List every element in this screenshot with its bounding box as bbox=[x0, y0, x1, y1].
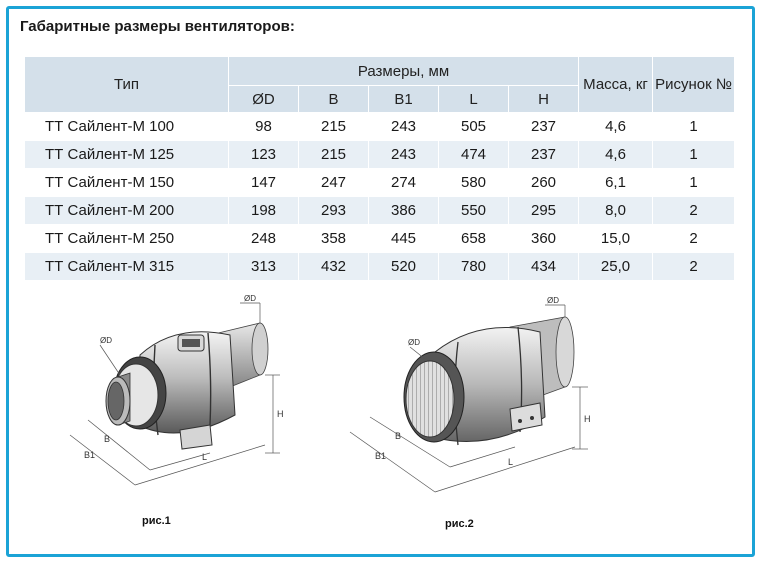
cell-h: 434 bbox=[509, 253, 579, 281]
cell-b1: 386 bbox=[369, 197, 439, 225]
cell-b1: 445 bbox=[369, 225, 439, 253]
cell-b: 215 bbox=[299, 141, 369, 169]
cell-b1: 274 bbox=[369, 169, 439, 197]
fig1-label-h: H bbox=[277, 409, 284, 419]
cell-h: 295 bbox=[509, 197, 579, 225]
cell-d: 98 bbox=[229, 113, 299, 141]
cell-type: ТТ Сайлент-М 125 bbox=[25, 141, 229, 169]
fig2-label-l: L bbox=[508, 457, 514, 467]
cell-b1: 520 bbox=[369, 253, 439, 281]
cell-type: ТТ Сайлент-М 250 bbox=[25, 225, 229, 253]
table-row bbox=[25, 141, 735, 169]
header-mass: Масса, кг bbox=[579, 57, 653, 113]
header-type: Тип bbox=[25, 57, 229, 113]
cell-figure: 2 bbox=[653, 225, 735, 253]
header-l: L bbox=[439, 86, 509, 113]
cell-figure: 2 bbox=[653, 197, 735, 225]
fig1-label-b1: B1 bbox=[84, 450, 96, 460]
table-row bbox=[25, 225, 735, 253]
table-row bbox=[25, 253, 735, 281]
table-row bbox=[25, 169, 735, 197]
cell-l: 550 bbox=[439, 197, 509, 225]
cell-l: 474 bbox=[439, 141, 509, 169]
cell-d: 248 bbox=[229, 225, 299, 253]
fig1-label-b: B bbox=[104, 434, 111, 444]
fig2-label-d-front: ØD bbox=[408, 338, 420, 347]
cell-figure: 2 bbox=[653, 253, 735, 281]
cell-b: 247 bbox=[299, 169, 369, 197]
header-d: ØD bbox=[229, 86, 299, 113]
header-b: B bbox=[299, 86, 369, 113]
cell-h: 237 bbox=[509, 113, 579, 141]
cell-l: 658 bbox=[439, 225, 509, 253]
figure-1-caption: рис.1 bbox=[142, 515, 171, 527]
cell-mass: 4,6 bbox=[579, 113, 653, 141]
cell-figure: 1 bbox=[653, 169, 735, 197]
table-row bbox=[25, 197, 735, 225]
table-row bbox=[25, 113, 735, 141]
header-b1: B1 bbox=[369, 86, 439, 113]
fig2-label-b: B bbox=[395, 431, 402, 441]
cell-d: 313 bbox=[229, 253, 299, 281]
fig1-label-l: L bbox=[202, 452, 208, 462]
cell-b1: 243 bbox=[369, 113, 439, 141]
fig1-label-d-rear: ØD bbox=[244, 295, 256, 303]
cell-d: 198 bbox=[229, 197, 299, 225]
cell-l: 780 bbox=[439, 253, 509, 281]
header-figure: Рисунок № bbox=[653, 57, 735, 113]
cell-mass: 8,0 bbox=[579, 197, 653, 225]
page-title: Габаритные размеры вентиляторов: bbox=[20, 18, 295, 35]
fig2-label-d-rear: ØD bbox=[547, 297, 559, 305]
cell-d: 123 bbox=[229, 141, 299, 169]
figure-2-fan-drawing bbox=[340, 297, 600, 522]
cell-b: 215 bbox=[299, 113, 369, 141]
cell-type: ТТ Сайлент-М 100 bbox=[25, 113, 229, 141]
cell-type: ТТ Сайлент-М 200 bbox=[25, 197, 229, 225]
cell-h: 260 bbox=[509, 169, 579, 197]
header-h: H bbox=[509, 86, 579, 113]
cell-mass: 15,0 bbox=[579, 225, 653, 253]
cell-d: 147 bbox=[229, 169, 299, 197]
fig2-label-h: H bbox=[584, 414, 591, 424]
cell-mass: 4,6 bbox=[579, 141, 653, 169]
header-sizes: Размеры, мм bbox=[229, 57, 579, 86]
cell-b: 358 bbox=[299, 225, 369, 253]
cell-type: ТТ Сайлент-М 150 bbox=[25, 169, 229, 197]
cell-figure: 1 bbox=[653, 141, 735, 169]
dimensions-table bbox=[24, 56, 735, 281]
fig1-label-d-front: ØD bbox=[100, 336, 112, 345]
cell-l: 505 bbox=[439, 113, 509, 141]
figure-2-caption: рис.2 bbox=[445, 518, 474, 530]
cell-mass: 6,1 bbox=[579, 169, 653, 197]
cell-figure: 1 bbox=[653, 113, 735, 141]
cell-type: ТТ Сайлент-М 315 bbox=[25, 253, 229, 281]
cell-h: 360 bbox=[509, 225, 579, 253]
cell-b: 293 bbox=[299, 197, 369, 225]
cell-l: 580 bbox=[439, 169, 509, 197]
cell-b1: 243 bbox=[369, 141, 439, 169]
cell-b: 432 bbox=[299, 253, 369, 281]
cell-mass: 25,0 bbox=[579, 253, 653, 281]
figure-1-fan-drawing bbox=[60, 295, 300, 520]
fig2-label-b1: B1 bbox=[375, 451, 387, 461]
cell-h: 237 bbox=[509, 141, 579, 169]
